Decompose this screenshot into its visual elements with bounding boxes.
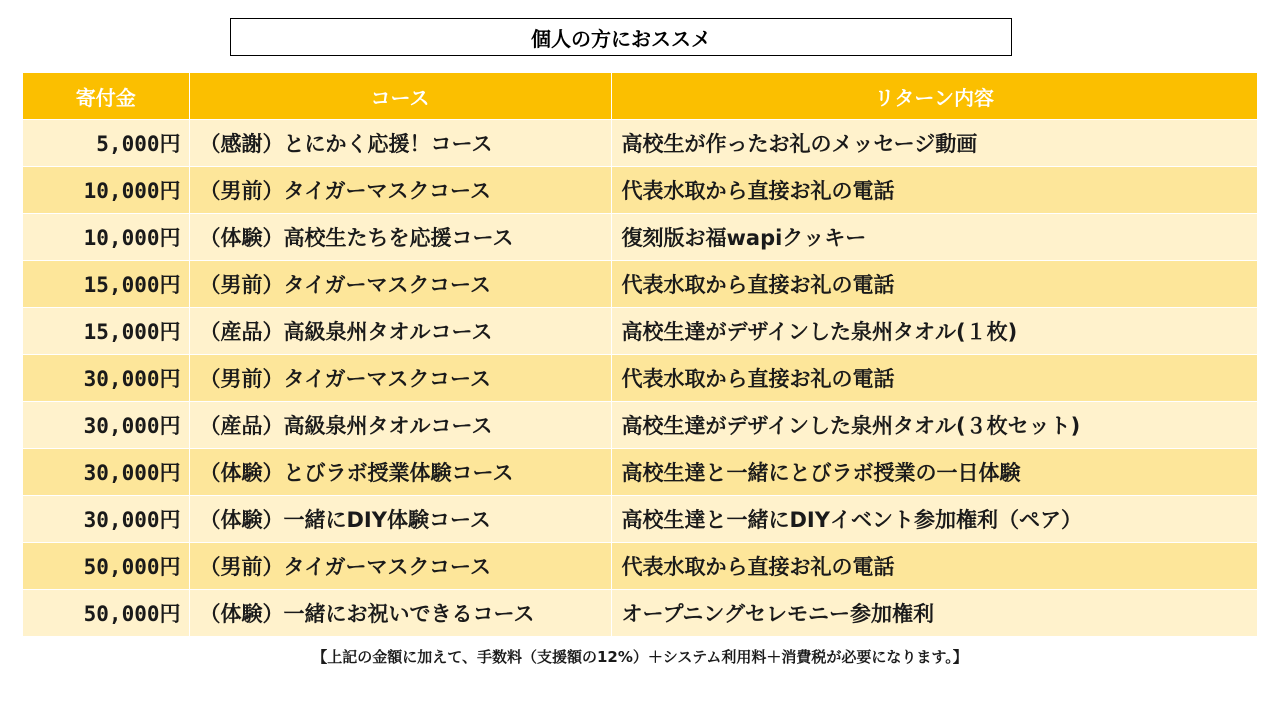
table-row xyxy=(23,355,1257,402)
return-cell: 高校生が作ったお礼のメッセージ動画 xyxy=(611,120,1257,167)
table-row xyxy=(23,214,1257,261)
table-row xyxy=(23,496,1257,543)
amount-cell: 10,000円 xyxy=(23,167,189,214)
course-table xyxy=(23,73,1257,636)
return-cell: 高校生達と一緒にDIYイベント参加権利（ペア） xyxy=(611,496,1257,543)
amount-cell: 10,000円 xyxy=(23,214,189,261)
course-cell: （男前）タイガーマスクコース xyxy=(189,261,611,308)
table-row xyxy=(23,308,1257,355)
header-return: リターン内容 xyxy=(611,73,1257,120)
course-cell: （産品）高級泉州タオルコース xyxy=(189,402,611,449)
amount-cell: 30,000円 xyxy=(23,496,189,543)
table-header-row xyxy=(23,73,1257,120)
fee-footnote: 【上記の金額に加えて、手数料（支援額の12%）＋システム利用料＋消費税が必要になります。】 xyxy=(312,648,968,666)
return-cell: 高校生達がデザインした泉州タオル(１枚) xyxy=(611,308,1257,355)
course-cell: （体験）一緒にお祝いできるコース xyxy=(189,590,611,637)
amount-cell: 30,000円 xyxy=(23,402,189,449)
course-cell: （男前）タイガーマスクコース xyxy=(189,167,611,214)
amount-cell: 15,000円 xyxy=(23,308,189,355)
return-cell: 代表水取から直接お礼の電話 xyxy=(611,543,1257,590)
return-cell: 代表水取から直接お礼の電話 xyxy=(611,355,1257,402)
return-cell: 復刻版お福wapiクッキー xyxy=(611,214,1257,261)
return-cell: 高校生達がデザインした泉州タオル(３枚セット) xyxy=(611,402,1257,449)
course-cell: （体験）高校生たちを応援コース xyxy=(189,214,611,261)
table-row xyxy=(23,590,1257,637)
return-cell: オープニングセレモニー参加権利 xyxy=(611,590,1257,637)
table-row xyxy=(23,120,1257,167)
amount-cell: 50,000円 xyxy=(23,543,189,590)
table-row xyxy=(23,543,1257,590)
course-cell: （感謝）とにかく応援！コース xyxy=(189,120,611,167)
course-cell: （体験）一緒にDIY体験コース xyxy=(189,496,611,543)
course-cell: （男前）タイガーマスクコース xyxy=(189,355,611,402)
table-row xyxy=(23,167,1257,214)
table-row xyxy=(23,449,1257,496)
return-cell: 高校生達と一緒にとびラボ授業の一日体験 xyxy=(611,449,1257,496)
course-cell: （体験）とびラボ授業体験コース xyxy=(189,449,611,496)
course-cell: （産品）高級泉州タオルコース xyxy=(189,308,611,355)
return-cell: 代表水取から直接お礼の電話 xyxy=(611,167,1257,214)
amount-cell: 50,000円 xyxy=(23,590,189,637)
return-cell: 代表水取から直接お礼の電話 xyxy=(611,261,1257,308)
page-title: 個人の方におススメ xyxy=(230,18,1012,56)
table-row xyxy=(23,261,1257,308)
course-cell: （男前）タイガーマスクコース xyxy=(189,543,611,590)
amount-cell: 15,000円 xyxy=(23,261,189,308)
amount-cell: 30,000円 xyxy=(23,355,189,402)
table-row xyxy=(23,402,1257,449)
amount-cell: 30,000円 xyxy=(23,449,189,496)
header-course: コース xyxy=(189,73,611,120)
amount-cell: 5,000円 xyxy=(23,120,189,167)
header-amount: 寄付金 xyxy=(23,73,189,120)
